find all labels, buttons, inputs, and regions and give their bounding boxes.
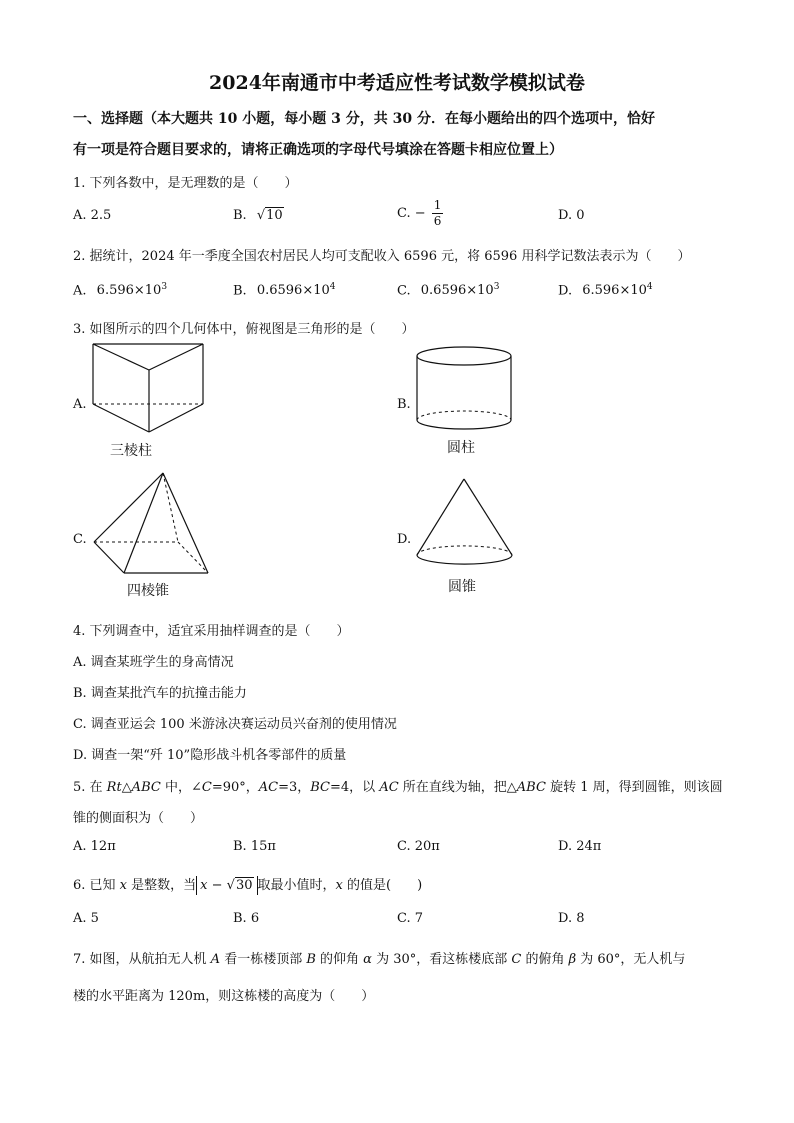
q7-point-a: A [210,952,221,967]
q5-text: 中，∠ [160,780,202,795]
triangular-prism-figure [85,340,220,436]
q5-text: =4，以 [330,780,380,795]
q5-triangle: △ABC [121,780,161,795]
sqrt-symbol: √ [256,208,266,223]
q6-option-c: C. 7 [397,911,424,926]
q6-text: 是整数，当 [127,878,197,893]
q3-option-a-label: A. [73,397,87,412]
q2-stem: 2. 据统计，2024 年一季度全国农村居民人均可支配收入 6596 元，将 6596 用科学记数法表示为（ ） [73,249,691,264]
q5-text: 5. 在 [73,780,107,795]
q7-text: 7. 如图，从航拍无人机 [73,952,211,967]
q6-option-b: B. 6 [233,911,260,926]
q2-option-c-label: C. [397,283,411,299]
q5-stem-line1 [73,776,723,795]
page-title: 2024年南通市中考适应性考试数学模拟试卷 [209,72,585,94]
q7-alpha: α [363,952,372,967]
q1-stem: 1. 下列各数中，是无理数的是（ ） [73,176,298,191]
q6-var-x: x [119,878,128,893]
q5-text: 所在直线为轴，把 [398,780,507,795]
q7-stem-line1 [73,948,685,967]
q2-option-a-label: A. [73,283,87,299]
q3-option-d-caption: 圆锥 [448,579,476,595]
q5-option-a: A. 12π [73,839,116,854]
q6-var-x: x [335,878,343,893]
q4-option-b: B. 调查某批汽车的抗撞击能力 [73,686,247,701]
q1-option-c [397,198,443,229]
q3-option-c-label: C. [73,532,87,547]
q4-stem: 4. 下列调查中，适宜采用抽样调查的是（ ） [73,624,350,639]
q3-option-d-label: D. [397,532,412,547]
section-heading-line2: 有一项是符合题目要求的，请将正确选项的字母代号填涂在答题卡相应位置上） [73,142,563,158]
q4-option-d: D. 调查一架“歼 10”隐形战斗机各零部件的质量 [73,748,347,763]
q6-radicand: 30 [235,878,253,893]
q4-option-a: A. 调查某班学生的身高情况 [73,655,234,670]
q5-stem-line2: 锥的侧面积为（ ） [73,811,204,826]
q2-option-d [558,282,653,298]
q1-option-c-fraction [432,198,444,229]
q6-text: 的值是( ) [342,878,423,893]
section-heading-line1: 一、选择题（本大题共 10 小题，每小题 3 分，共 30 分．在每小题给出的四个选项中，恰好 [73,111,655,127]
q5-var-bc: BC [310,780,331,795]
q1-option-c-label: C. − [397,206,426,221]
q2-option-d-label: D. [558,283,573,299]
q2-option-b-mantissa: 0.6596×10 [256,283,330,299]
q4-option-c: C. 调查亚运会 100 米游泳决赛运动员兴奋剂的使用情况 [73,717,397,732]
q2-option-d-exponent: 4 [646,282,653,292]
q7-text: 为 60°，无人机与 [576,952,686,967]
q6-stem [73,874,422,895]
sqrt-symbol: √ [226,878,235,893]
q1-option-d: D. 0 [558,208,585,223]
q1-option-b [233,208,284,223]
q6-var-x: x [200,878,208,893]
q5-text: =3， [278,780,311,795]
q2-option-d-mantissa: 6.596×10 [582,283,647,299]
q5-var-c: C [201,780,212,795]
q6-minus: − [207,878,227,893]
q6-text: 取最小值时， [257,878,336,893]
q1-option-c-numerator: 1 [433,198,442,212]
q6-text: 6. 已知 [73,878,120,893]
q3-stem: 3. 如图所示的四个几何体中，俯视图是三角形的是（ ） [73,322,415,337]
q2-option-c-mantissa: 0.6596×10 [420,283,494,299]
cone-figure [412,475,518,571]
q2-option-b-exponent: 4 [329,282,336,292]
q6-option-d: D. 8 [558,911,585,926]
square-pyramid-figure [88,470,213,580]
q3-option-c-caption: 四棱锥 [127,583,169,599]
q1-option-a: A. 2.5 [73,208,112,223]
q2-option-a [73,282,167,298]
q3-option-b-caption: 圆柱 [447,440,475,456]
q5-var-ac: AC [379,780,399,795]
q1-option-c-denominator: 6 [433,214,442,228]
q7-text: 为 30°，看这栋楼底部 [371,952,512,967]
q1-option-b-radicand: 10 [266,208,283,223]
q6-option-a: A. 5 [73,911,99,926]
q7-point-c: C [511,952,522,967]
q5-triangle: △ABC [506,780,546,795]
q2-option-c [397,282,499,298]
q1-option-b-label: B. [233,208,247,223]
q7-beta: β [568,952,577,967]
q5-text: =90°， [211,780,259,795]
q5-var-ac: AC [258,780,279,795]
q3-option-b-label: B. [397,397,411,412]
q7-text: 的仰角 [315,952,364,967]
q2-option-b-label: B. [233,283,247,299]
q2-option-c-exponent: 3 [493,282,500,292]
q5-rt: Rt [106,780,122,795]
q5-option-c: C. 20π [397,839,440,854]
q2-option-a-exponent: 3 [161,282,168,292]
q2-option-a-mantissa: 6.596×10 [96,283,162,299]
q5-option-d: D. 24π [558,839,602,854]
q6-absolute-value [196,876,257,895]
q7-text: 的俯角 [521,952,569,967]
cylinder-figure [412,344,516,436]
q7-text: 看一栋楼顶部 [220,952,307,967]
q3-option-a-caption: 三棱柱 [110,443,152,459]
q2-option-b [233,282,335,298]
q5-text: 旋转 1 周，得到圆锥，则该圆 [545,780,723,795]
q7-stem-line2: 楼的水平距离为 120m，则这栋楼的高度为（ ） [73,989,375,1004]
q7-point-b: B [306,952,316,967]
q5-option-b: B. 15π [233,839,276,854]
